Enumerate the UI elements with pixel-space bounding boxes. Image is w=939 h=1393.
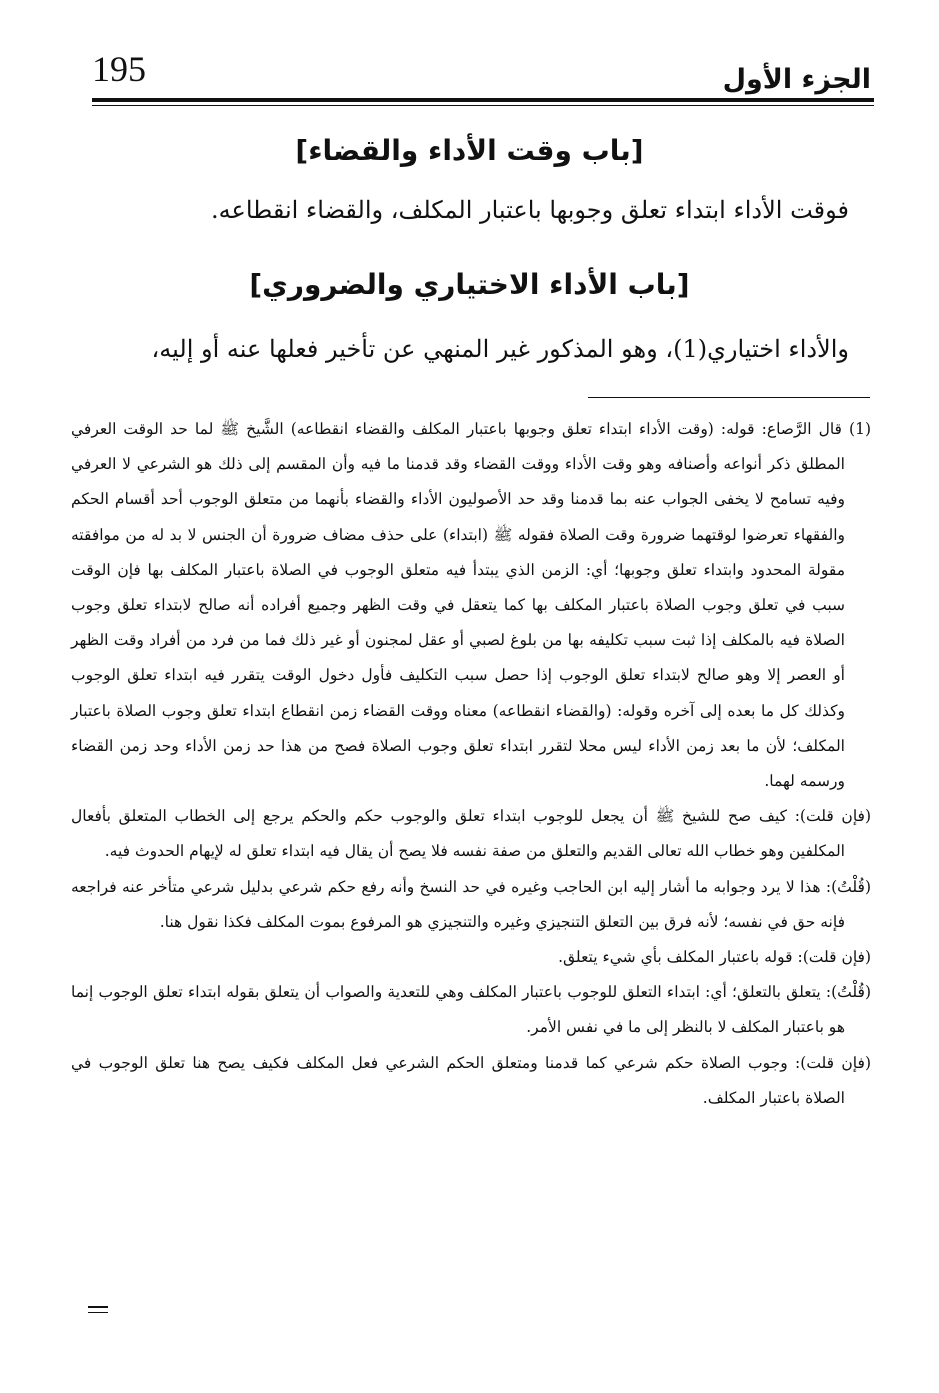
footnote-separator [588, 397, 870, 398]
footnote-block: (قُلْتُ): هذا لا يرد وجوابه ما أشار إليه ابن الحاجب وغيره في حد النسخ وأنه رفع حكم شرعي بدليل شرعي متأخر عنه فراجعه فإنه حق في نفسه؛ لأنه فرق بين التعلق التنجيزي وغيره والتنجيزي هو المرفوع بموت المكلف فكذا نقول هنا. [71, 877, 871, 931]
header-rule-thick [92, 98, 874, 102]
section-text-time: فوقت الأداء ابتداء تعلق وجوبها باعتبار المكلف، والقضاء انقطاعه. [211, 196, 849, 224]
header-rule-thin [92, 105, 874, 106]
continuation-mark [88, 1306, 108, 1317]
part-title: الجزء الأول [722, 64, 871, 95]
footnote-block: (قُلْتُ): يتعلق بالتعلق؛ أي: ابتداء التعلق للوجوب باعتبار المكلف وهي للتعدية والصواب أن يتعلق بقوله ابتداء تعلق الوجوب إنما هو باعتبار المكلف لا بالنظر إلى ما في نفس الأمر. [71, 983, 871, 1037]
section-heading-time: [باب وقت الأداء والقضاء] [295, 134, 644, 167]
page-number: 195 [92, 49, 146, 89]
footnotes [71, 412, 871, 1116]
footnote-block: (فإن قلت): كيف صح للشيخ ﷺ أن يجعل للوجوب ابتداء تعلق والوجوب حكم والحكم يرجع إلى الخطاب المتعلق بأفعال المكلفين وهو خطاب الله تعالى القديم والتعلق من صفة نفسه فلا يصح أن يقال فيه ابتداء تعلق له لإيهام الحدوث فيه. [71, 807, 871, 861]
footnote-block: (1) قال الرَّصاع: قوله: (وقت الأداء ابتداء تعلق وجوبها باعتبار المكلف والقضاء انقطاعه) الشَّيخ ﷺ لما حد الوقت العرفي المطلق ذكر أنواعه وأصنافه وهو وقت الأداء ووقت القضاء وقد قدمنا ما فيه وأن المقسم إلى ذلك هو الشرعي لا العرفي وفيه تسامح لا يخفى الجواب عنه بما قدمنا وقد حد الأصوليون الأداء والقضاء بأنهما من متعلق الوجوب أحد أقسام الحكم والفقهاء تعرضوا لوقتهما ضرورة وقت الصلاة فقوله ﷺ (ابتداء) على حذف مضاف ضرورة أن الجنس لا بد له من موافقته مقولة المحدود وابتداء تعلق وجوبها؛ أي: الزمن الذي يبتدأ فيه متعلق الوجوب في الصلاة باعتبار المكلف بها فإن الوقت سبب في تعلق وجوب الصلاة باعتبار المكلف بها كما يتعقل في وقت الظهر وجميع أفراده أنه صالح لابتداء تعلق وجوب الصلاة فيه بالمكلف إذا ثبت سبب تكليفه بها من بلوغ لصبي أو عقل لمجنون أو غير ذلك فما من فرد من أفراد وقت الظهر أو العصر إلا وهو صالح لابتداء تعلق الوجوب إذا حصل سبب التكليف فأول دخول الوقت يتقرر فيه ابتداء تعلق الوجوب وكذلك كل ما بعده إلى آخره وقوله: (والقضاء انقطاعه) معناه ووقت القضاء زمن انقطاع ابتداء تعلق وجوب الصلاة باعتبار المكلف؛ لأن ما بعد زمن الأداء ليس محلا لتقرر ابتداء تعلق وجوب الصلاة فصح من هذا حد زمن الأداء وحد زمن القضاء ورسمه لهما. [71, 420, 871, 791]
section-text-performance: والأداء اختياري(1)، وهو المذكور غير المنهي عن تأخير فعلها عنه أو إليه، [151, 335, 849, 363]
footnote-block: (فإن قلت): قوله باعتبار المكلف بأي شيء يتعلق. [558, 948, 871, 967]
footnote-block: (فإن قلت): وجوب الصلاة حكم شرعي كما قدمنا ومتعلق الحكم الشرعي فعل المكلف فكيف يصح هنا تعلق الوجوب في الصلاة باعتبار المكلف. [71, 1053, 871, 1107]
section-heading-performance: [باب الأداء الاختياري والضروري] [249, 268, 690, 301]
